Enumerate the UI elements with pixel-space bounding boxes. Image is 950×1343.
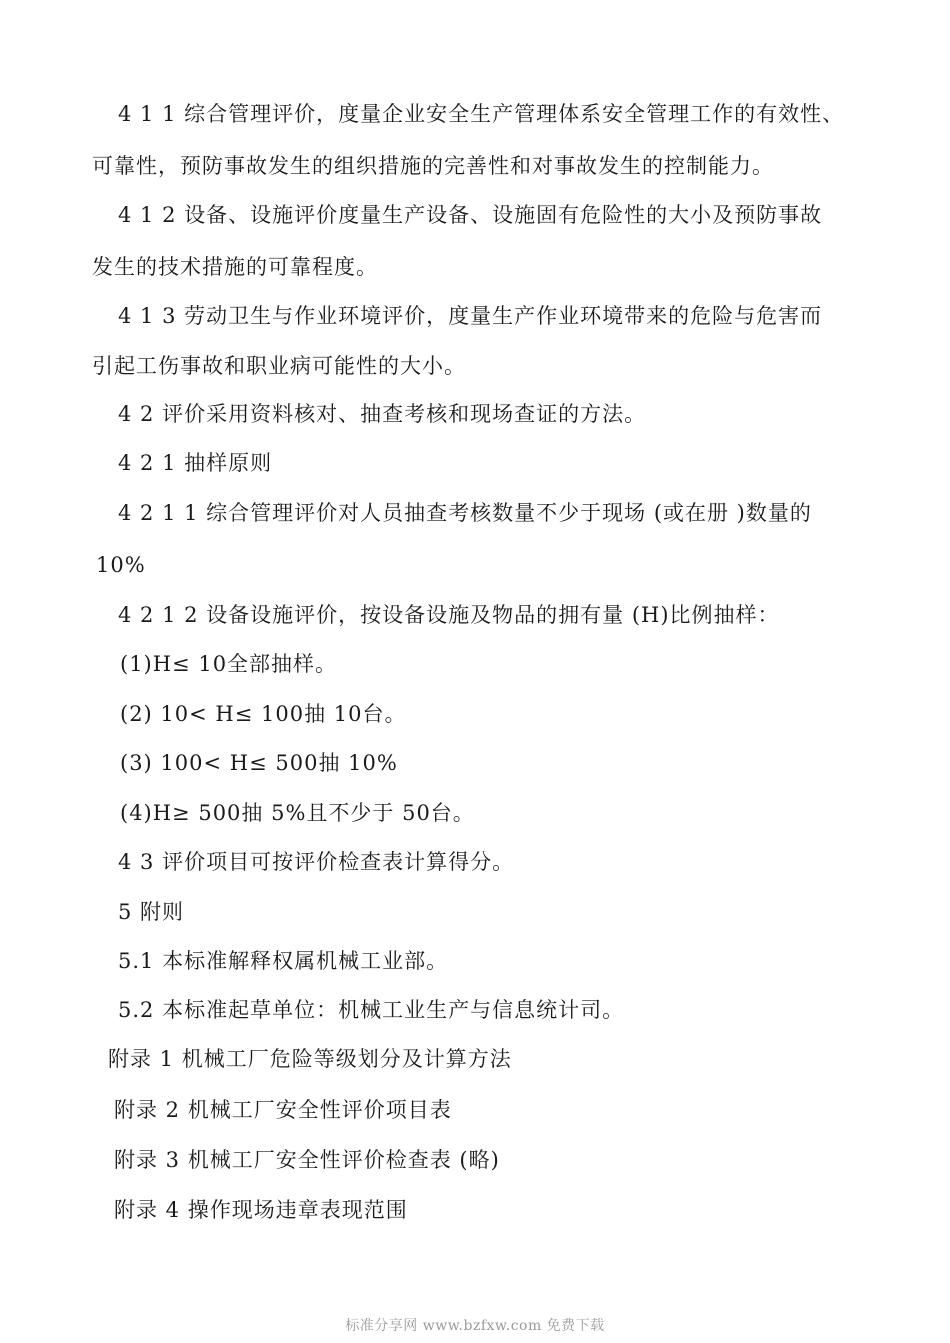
paragraph-4-3: 4 3 评价项目可按评价检查表计算得分。: [118, 850, 515, 874]
paragraph-4-2-1-1-continued: 10%: [96, 553, 146, 577]
paragraph-4-1-1-continued: 可靠性，预防事故发生的组织措施的完善性和对事故发生的控制能力。: [92, 154, 774, 178]
paragraph-4-1-1: 4 1 1 综合管理评价，度量企业安全生产管理体系安全管理工作的有效性、: [118, 102, 845, 126]
section-5-heading: 5 附则: [118, 900, 185, 924]
paragraph-4-1-2-continued: 发生的技术措施的可靠程度。: [92, 255, 378, 279]
sampling-rule-2: (2) 10< H≤ 100抽 10台。: [120, 702, 407, 726]
appendix-3: 附录 3 机械工厂安全性评价检查表 (略): [114, 1148, 500, 1172]
sampling-rule-3: (3) 100< H≤ 500抽 10%: [120, 751, 398, 775]
appendix-2: 附录 2 机械工厂安全性评价项目表: [114, 1098, 452, 1122]
paragraph-4-2: 4 2 评价采用资料核对、抽查考核和现场查证的方法。: [118, 402, 647, 426]
paragraph-4-2-1-1: 4 2 1 1 综合管理评价对人员抽查考核数量不少于现场 (或在册 )数量的: [118, 501, 812, 525]
paragraph-4-1-2: 4 1 2 设备、设施评价度量生产设备、设施固有危险性的大小及预防事故: [118, 203, 823, 227]
paragraph-4-2-1: 4 2 1 抽样原则: [118, 451, 273, 475]
paragraph-4-1-3: 4 1 3 劳动卫生与作业环境评价，度量生产作业环境带来的危险与危害而: [118, 304, 823, 328]
sampling-rule-4: (4)H≥ 500抽 5%且不少于 50台。: [120, 801, 475, 825]
paragraph-4-1-3-continued: 引起工伤事故和职业病可能性的大小。: [92, 354, 466, 378]
paragraph-5-2: 5.2 本标准起草单位：机械工业生产与信息统计司。: [118, 998, 625, 1022]
appendix-1: 附录 1 机械工厂危险等级划分及计算方法: [108, 1047, 512, 1071]
paragraph-4-2-1-2: 4 2 1 2 设备设施评价，按设备设施及物品的拥有量 (H)比例抽样：: [118, 603, 780, 627]
appendix-4: 附录 4 操作现场违章表现范围: [114, 1198, 408, 1222]
footer-watermark: 标准分享网 www.bzfxw.com 免费下载: [345, 1318, 605, 1334]
sampling-rule-1: (1)H≤ 10全部抽样。: [120, 652, 338, 676]
paragraph-5-1: 5.1 本标准解释权属机械工业部。: [118, 949, 449, 973]
